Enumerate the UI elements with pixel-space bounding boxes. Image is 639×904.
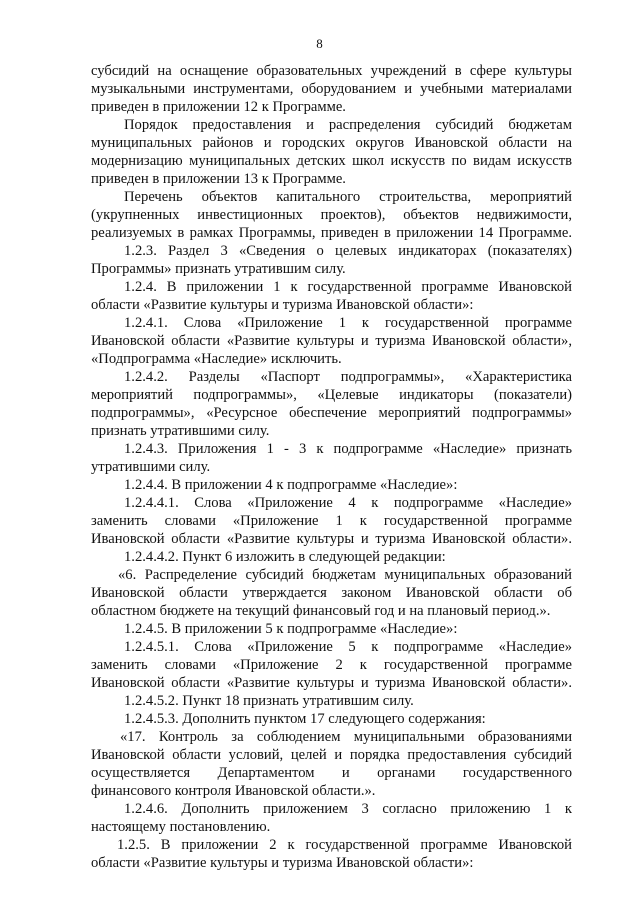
text-line: 1.2.4.5.1. Слова «Приложение 5 к подпрограмме «Наследие»: [124, 639, 572, 655]
text-line: Программы» признать утратившим силу.: [91, 261, 346, 277]
text-line: подпрограммы», «Ресурсное обеспечение мероприятий подпрограммы»: [91, 405, 572, 421]
text-line: областном бюджете на текущий финансовый год и на плановый период.».: [91, 603, 551, 619]
text-line: модернизацию муниципальных детских школ искусств по видам искусств: [91, 153, 572, 169]
text-line: Порядок предоставления и распределения субсидий бюджетам: [124, 117, 572, 133]
text-line: заменить словами «Приложение 1 к государственной программе: [91, 513, 572, 529]
text-line: 1.2.4.4.2. Пункт 6 изложить в следующей редакции:: [124, 549, 446, 565]
text-line: муниципальных районов и городских округов Ивановской области на: [91, 135, 572, 151]
text-line: утратившими силу.: [91, 459, 211, 475]
text-line: «6. Распределение субсидий бюджетам муниципальных образований: [118, 567, 572, 583]
text-line: (укрупненных инвестиционных проектов), объектов недвижимости,: [91, 207, 572, 223]
text-line: Перечень объектов капитального строительства, мероприятий: [124, 189, 572, 205]
text-line: Ивановской области «Развитие культуры и туризма Ивановской области».: [91, 675, 572, 691]
text-line: 1.2.4.2. Разделы «Паспорт подпрограммы», «Характеристика: [124, 369, 572, 385]
text-line: области «Развитие культуры и туризма Ивановской области»:: [91, 855, 474, 871]
text-line: «Подпрограмма «Наследие» исключить.: [91, 351, 342, 367]
text-line: 1.2.4.5.3. Дополнить пунктом 17 следующего содержания:: [124, 711, 486, 727]
page-number: 8: [316, 36, 323, 51]
text-line: 1.2.4.4. В приложении 4 к подпрограмме «Наследие»:: [124, 477, 458, 493]
text-line: 1.2.4.6. Дополнить приложением 3 согласно приложению 1 к: [124, 801, 572, 817]
text-line: Ивановской области «Развитие культуры и туризма Ивановской области».: [91, 531, 572, 547]
text-line: настоящему постановлению.: [91, 819, 271, 835]
text-line: 1.2.4. В приложении 1 к государственной программе Ивановской: [124, 279, 572, 295]
text-line: мероприятий подпрограммы», «Целевые индикаторы (показатели): [91, 387, 572, 403]
text-line: Ивановской области «Развитие культуры и туризма Ивановской области»,: [91, 333, 572, 349]
text-line: приведен в приложении 13 к Программе.: [91, 171, 346, 187]
text-line: 1.2.4.3. Приложения 1 - 3 к подпрограмме «Наследие» признать: [124, 441, 572, 457]
text-line: реализуемых в рамках Программы, приведен в приложении 14 Программе.: [91, 225, 572, 241]
text-line: 1.2.4.5.2. Пункт 18 признать утратившим силу.: [124, 693, 414, 709]
text-line: Ивановской области условий, целей и порядка предоставления субсидий: [91, 747, 572, 763]
text-line: признать утратившими силу.: [91, 423, 270, 439]
text-line: субсидий на оснащение образовательных учреждений в сфере культуры: [91, 63, 572, 79]
text-line: Ивановской области утверждается законом Ивановской области об: [91, 585, 572, 601]
text-line: 1.2.5. В приложении 2 к государственной программе Ивановской: [117, 837, 572, 853]
text-line: 1.2.4.4.1. Слова «Приложение 4 к подпрограмме «Наследие»: [124, 495, 572, 511]
text-line: приведен в приложении 12 к Программе.: [91, 99, 346, 115]
text-line: области «Развитие культуры и туризма Ивановской области»:: [91, 297, 474, 313]
text-line: 1.2.4.5. В приложении 5 к подпрограмме «Наследие»:: [124, 621, 458, 637]
text-line: осуществляется Департаментом и органами государственного: [91, 765, 572, 781]
text-line: 1.2.4.1. Слова «Приложение 1 к государственной программе: [124, 315, 572, 331]
text-line: музыкальными инструментами, оборудованием и учебными материалами: [91, 81, 572, 97]
document-body: [91, 62, 572, 872]
text-line: 1.2.3. Раздел 3 «Сведения о целевых индикаторах (показателях): [124, 243, 572, 259]
text-line: «17. Контроль за соблюдением муниципальными образованиями: [120, 729, 572, 745]
text-line: финансового контроля Ивановской области.».: [91, 783, 376, 799]
text-line: заменить словами «Приложение 2 к государственной программе: [91, 657, 572, 673]
